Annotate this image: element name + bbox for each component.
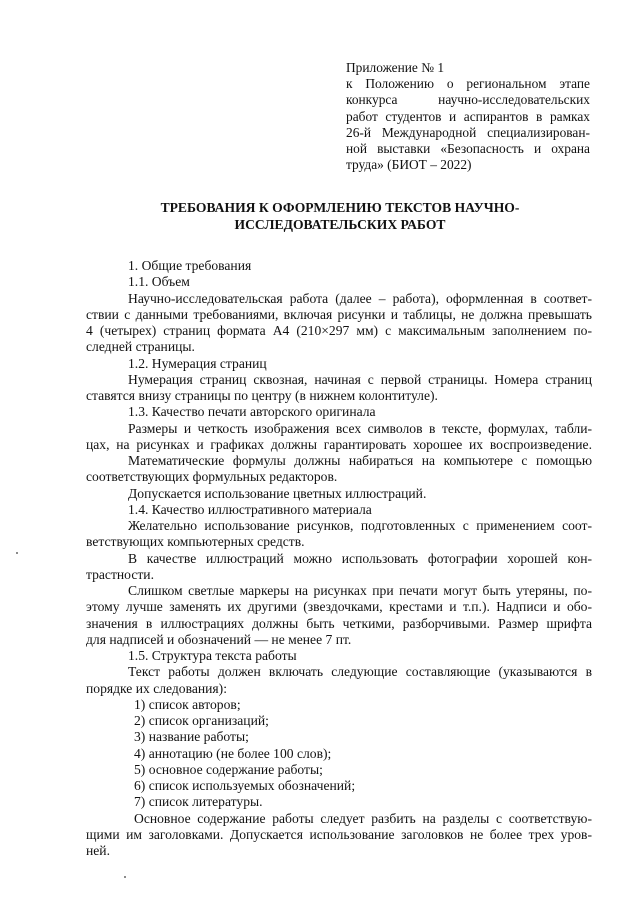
- paragraph-line: щими им заголовками. Допускается использование заголовков не более трех уров-: [86, 826, 592, 842]
- list-item: 6) список используемых обозначений;: [134, 778, 356, 793]
- scan-speck: [16, 552, 18, 554]
- title-line: ИССЛЕДОВАТЕЛЬСКИХ РАБОТ: [234, 217, 446, 232]
- paragraph-line: ствии с данными требованиями, включая рисунки и таблицы, не должна превышать: [86, 306, 592, 322]
- paragraph-line: для надписей и обозначений — не менее 7 пт.: [86, 631, 352, 647]
- subsection-heading: 1.2. Нумерация страниц: [128, 355, 267, 371]
- paragraph-line: следней страницы.: [86, 339, 195, 355]
- paragraph-line: Текст работы должен включать следующие составляющие (указываются в: [128, 664, 592, 680]
- appendix-line: Приложение № 1: [346, 60, 445, 75]
- paragraph-line: Основное содержание работы следует разбить на разделы с соответствую-: [134, 810, 592, 826]
- paragraph-line: 4 (четырех) страниц формата А4 (210×297 мм) с максимальным заполнением по-: [86, 323, 592, 338]
- paragraph-line: Слишком светлые маркеры на рисунках при печати могут быть утеряны, по-: [128, 583, 592, 598]
- document-title: [120, 199, 560, 233]
- section-heading: 1. Общие требования: [128, 258, 252, 273]
- subsection-heading: 1.4. Качество иллюстративного материала: [128, 501, 372, 517]
- list-item: 2) список организаций;: [134, 713, 269, 728]
- document-body: [86, 258, 592, 859]
- paragraph-line: соответствующих формульных редакторов.: [86, 469, 338, 485]
- paragraph-line: порядке их следования):: [86, 680, 227, 696]
- appendix-line: конкурса научно-исследовательских: [346, 92, 590, 108]
- paragraph-line: значения в иллюстрациях должны быть четкими, разборчивыми. Размер шрифта: [86, 615, 592, 631]
- subsection-heading: 1.3. Качество печати авторского оригинала: [128, 404, 376, 420]
- list-item: 7) список литературы.: [134, 794, 263, 810]
- list-item: 3) название работы;: [134, 729, 249, 745]
- paragraph-line: ней.: [86, 843, 110, 858]
- list-item: 1) список авторов;: [134, 696, 241, 712]
- paragraph-line: Нумерация страниц сквозная, начиная с первой страницы. Номера страниц: [128, 371, 592, 387]
- paragraph-line: Математические формулы должны набираться на компьютере с помощью: [128, 453, 592, 468]
- appendix-line: работ студентов и аспирантов в рамках: [346, 108, 590, 124]
- paragraph-line: этому лучше заменять их другими (звездочками, крестами и т.п.). Надписи и обо-: [86, 599, 592, 615]
- subsection-heading: 1.1. Объем: [128, 274, 190, 290]
- paragraph-line: Допускается использование цветных иллюстраций.: [128, 485, 427, 501]
- appendix-note: [346, 60, 590, 173]
- list-item: 4) аннотацию (не более 100 слов);: [134, 745, 332, 761]
- paragraph-line: ветствующих компьютерных средств.: [86, 534, 305, 550]
- appendix-line: труда» (БИОТ – 2022): [346, 157, 472, 173]
- paragraph-line: Научно-исследовательская работа (далее – работа), оформленная в соответ-: [128, 290, 592, 306]
- list-item: 5) основное содержание работы;: [134, 761, 323, 777]
- appendix-line: 26-й Международной специализирован-: [346, 124, 590, 140]
- scan-speck: [124, 876, 126, 878]
- appendix-line: ной выставки «Безопасность и охрана: [346, 141, 590, 157]
- paragraph-line: цах, на рисунках и графиках должны гарантировать хорошее их воспроизведение.: [86, 436, 592, 452]
- paragraph-line: Размеры и четкость изображения всех символов в тексте, формулах, табли-: [128, 420, 592, 436]
- paragraph-line: Желательно использование рисунков, подготовленных с применением соот-: [128, 518, 592, 533]
- paragraph-line: В качестве иллюстраций можно использовать фотографии хорошей кон-: [128, 550, 592, 566]
- title-line: ТРЕБОВАНИЯ К ОФОРМЛЕНИЮ ТЕКСТОВ НАУЧНО-: [160, 200, 520, 215]
- subsection-heading: 1.5. Структура текста работы: [128, 648, 297, 663]
- paragraph-line: ставятся внизу страницы по центру (в нижнем колонтитуле).: [86, 388, 438, 403]
- paragraph-line: трастности.: [86, 566, 154, 582]
- appendix-line: к Положению о региональном этапе: [346, 76, 590, 92]
